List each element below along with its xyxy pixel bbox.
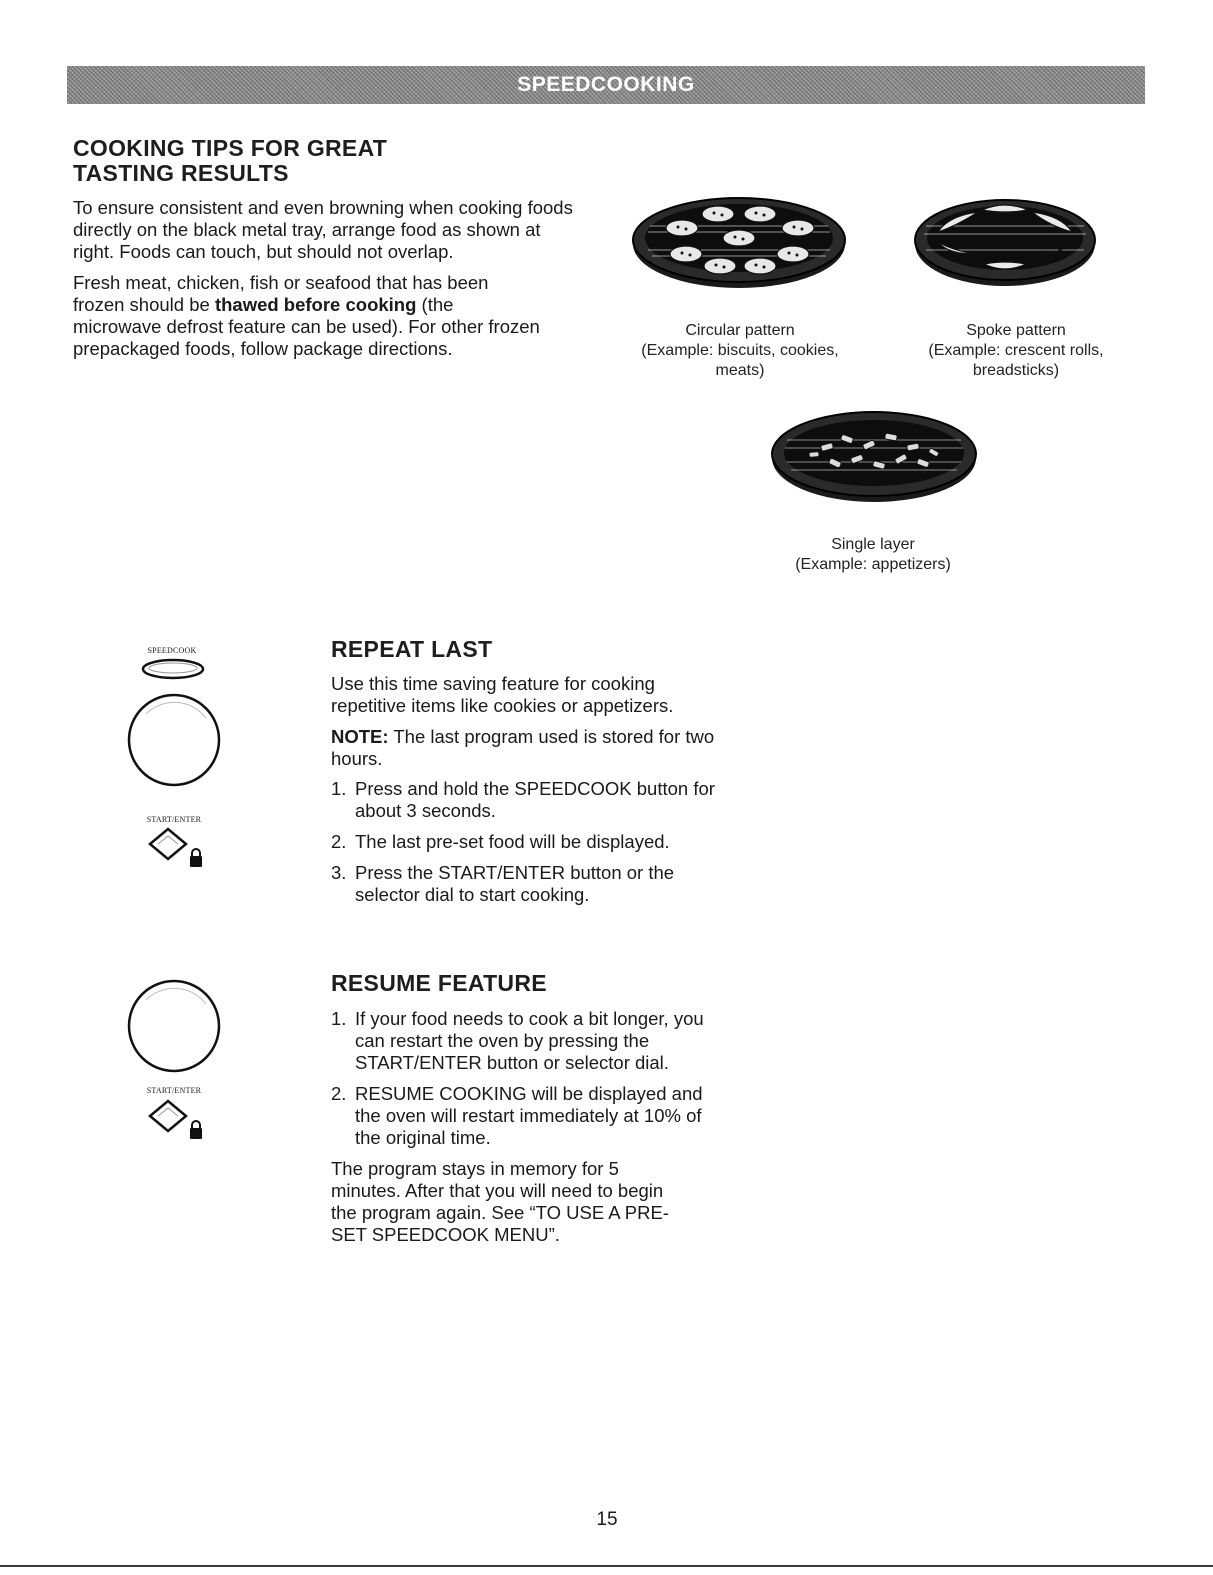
repeat-last-intro: Use this time saving feature for cooking repetitive items like cookies or appetizers. (331, 673, 674, 716)
step-text: RESUME COOKING will be displayed and the oven will restart immediately at 10% of the original time. (355, 1083, 703, 1148)
step-number: 2. (331, 1083, 347, 1104)
cooking-tips-heading-line1: COOKING TIPS FOR GREAT (73, 135, 388, 161)
selector-dial[interactable] (126, 692, 222, 788)
lock-icon (190, 849, 202, 867)
note-text: The last program used is stored for two hours. (331, 726, 715, 769)
cooking-tips-section (73, 136, 573, 360)
list-item (331, 1008, 726, 1074)
page-bottom-rule (0, 1565, 1213, 1567)
circular-pattern-title: Circular pattern (685, 322, 795, 339)
thawed-emphasis: thawed before cooking (214, 294, 417, 315)
list-item (331, 778, 731, 822)
step-number: 2. (331, 831, 347, 852)
spoke-pattern-example: (Example: crescent rolls, (928, 342, 1104, 359)
cooking-tips-heading-line2: TASTING RESULTS (73, 160, 289, 186)
spoke-pattern-caption (886, 321, 1146, 381)
start-enter-label: START/ENTER (146, 815, 202, 824)
spoke-pattern-tray-illustration (912, 192, 1098, 290)
resume-feature-heading: RESUME FEATURE (331, 970, 547, 996)
step-number: 1. (331, 1008, 347, 1029)
lock-icon (190, 1121, 202, 1139)
list-item (331, 1083, 726, 1149)
circular-pattern-tray-illustration (630, 192, 848, 292)
cooking-tips-paragraph-2 (73, 272, 543, 360)
step-text: If your food needs to cook a bit longer, you can restart the oven by pressing the START/ENTER button or selector dial. (355, 1008, 704, 1073)
cooking-tips-paragraph-1: To ensure consistent and even browning when cooking foods directly on the black metal tray, arrange food as shown at right. Foods can touch, but should not overlap. (73, 197, 573, 262)
speedcook-button[interactable] (140, 656, 206, 682)
start-enter-label-2: START/ENTER (146, 1086, 202, 1095)
note-label: NOTE: (331, 726, 389, 747)
repeat-last-section (331, 637, 731, 915)
circular-pattern-example: (Example: biscuits, cookies, (641, 342, 839, 359)
single-layer-example: (Example: appetizers) (795, 556, 951, 573)
start-enter-button-2[interactable] (146, 1098, 206, 1142)
repeat-last-heading: REPEAT LAST (331, 636, 493, 662)
circular-pattern-caption (600, 321, 880, 381)
single-layer-tray-illustration (769, 406, 979, 506)
resume-feature-steps (331, 1008, 726, 1149)
step-text: The last pre-set food will be displayed. (355, 831, 670, 852)
step-number: 3. (331, 862, 347, 883)
circular-pattern-example-cont: meats) (715, 362, 765, 379)
start-enter-button[interactable] (146, 826, 206, 870)
spoke-pattern-example-cont: breadsticks) (972, 362, 1060, 379)
single-layer-title: Single layer (831, 536, 915, 553)
page-number: 15 (596, 1509, 618, 1530)
cooking-tips-paragraph-2-text: Fresh meat, chicken, fish or seafood that has been frozen should be (73, 272, 489, 315)
selector-dial-2[interactable] (126, 978, 222, 1074)
cooking-tips-paragraph-2-rest: (the microwave defrost feature can be used). For other frozen prepackaged foods, follow package directions. (73, 294, 540, 359)
repeat-last-steps (331, 778, 731, 906)
step-text: Press the START/ENTER button or the selector dial to start cooking. (355, 862, 675, 905)
cooking-tips-heading (73, 136, 573, 186)
spoke-pattern-title: Spoke pattern (966, 322, 1066, 339)
speedcook-label: SPEEDCOOK (147, 646, 197, 655)
list-item (331, 862, 731, 906)
resume-feature-section (331, 971, 726, 1246)
section-banner (67, 66, 1145, 104)
list-item (331, 831, 731, 853)
single-layer-caption (762, 535, 984, 575)
banner-title: SPEEDCOOKING (517, 73, 695, 96)
resume-feature-closing: The program stays in memory for 5 minutes. After that you will need to begin the program again. See “TO USE A PRE-SET SPEEDCOOK MENU”. (331, 1158, 669, 1245)
repeat-last-note (331, 726, 731, 770)
step-number: 1. (331, 778, 347, 799)
step-text: Press and hold the SPEEDCOOK button for about 3 seconds. (355, 778, 715, 821)
